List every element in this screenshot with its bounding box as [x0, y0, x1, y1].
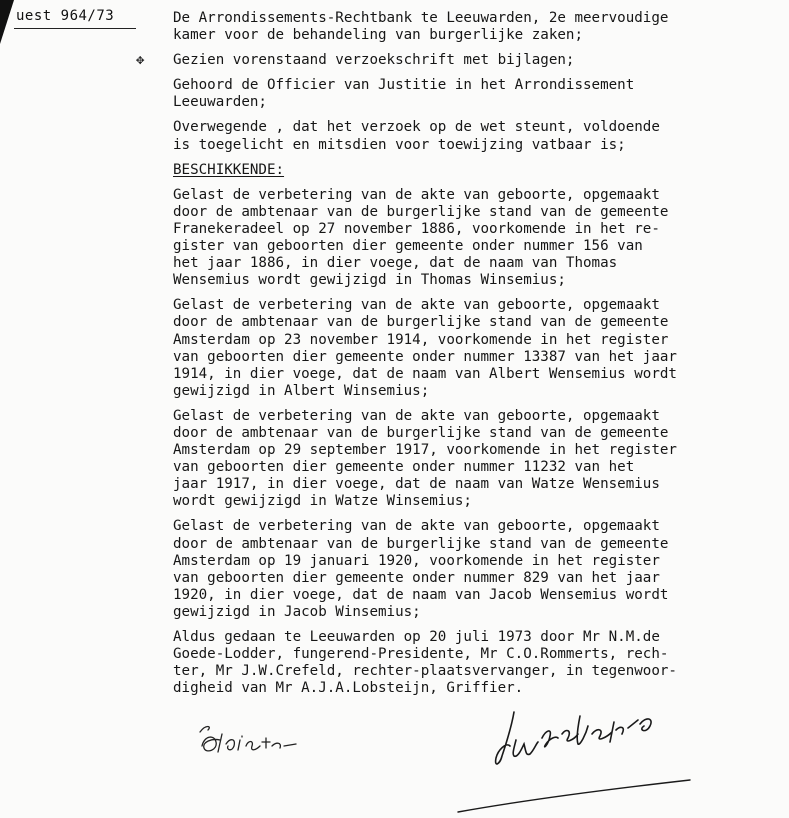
text-line: Gelast de verbetering van de akte van geboorte, opgemaakt — [173, 518, 660, 535]
paragraph-albert — [173, 297, 785, 400]
paragraph-aldus — [173, 629, 785, 697]
paragraph-gezien — [173, 52, 785, 69]
text-line: gewijzigd in Albert Winsemius; — [173, 382, 430, 399]
paragraph-beschikkende — [173, 162, 785, 179]
text-line: door de ambtenaar van de burgerlijke stand van de gemeente — [173, 203, 669, 220]
text-line: Overwegende , dat het verzoek op de wet steunt, voldoende — [173, 119, 660, 136]
text-line: digheid van Mr A.J.A.Lobsteijn, Griffier. — [173, 680, 524, 697]
text-line: jaar 1917, in dier voege, dat de naam van Watze Wensemius — [173, 476, 660, 493]
text-line: De Arrondissements-Rechtbank te Leeuwarden, 2e meervoudige — [173, 10, 669, 26]
text-line: ter, Mr J.W.Crefeld, rechter-plaatsvervanger, in tegenwoor- — [173, 663, 677, 680]
text-line: Amsterdam op 23 november 1914, voorkomende in het register — [173, 331, 669, 348]
text-line: Gelast de verbetering van de akte van geboorte, opgemaakt — [173, 186, 660, 203]
text-line: Gehoord de Officier van Justitie in het Arrondissement — [173, 77, 635, 94]
paragraph-jacob — [173, 518, 785, 621]
signature-left — [196, 716, 306, 766]
text-line: door de ambtenaar van de burgerlijke stand van de gemeente — [173, 424, 669, 441]
text-line: door de ambtenaar van de burgerlijke stand van de gemeente — [173, 535, 669, 552]
text-line: gewijzigd in Jacob Winsemius; — [173, 603, 421, 620]
paragraph-court — [173, 10, 785, 44]
text-line: het jaar 1886, in dier voege, dat de naam van Thomas — [173, 255, 618, 272]
text-line: kamer voor de behandeling van burgerlijke zaken; — [173, 27, 583, 44]
text-line: Goede-Lodder, fungerend-Presidente, Mr C.O.Rommerts, rech- — [173, 646, 669, 663]
text-line: van geboorten dier gemeente onder nummer 13387 van het jaar — [173, 348, 677, 365]
text-line: van geboorten dier gemeente onder nummer 829 van het jaar — [173, 569, 660, 586]
text-line: Franekeradeel op 27 november 1886, voorkomende in het re- — [173, 220, 660, 237]
case-reference: uest 964/73 — [16, 8, 115, 24]
signature-right — [454, 694, 694, 816]
text-line: van geboorten dier gemeente onder nummer 11232 van het — [173, 459, 635, 476]
paragraph-gehoord — [173, 77, 785, 111]
text-line: Gelast de verbetering van de akte van geboorte, opgemaakt — [173, 297, 660, 314]
text-line: 1920, in dier voege, dat de naam van Jacob Wensemius wordt — [173, 586, 669, 603]
text-line: Gezien vorenstaand verzoekschrift met bijlagen; — [173, 52, 575, 69]
paragraph-overwegende — [173, 119, 785, 153]
paragraph-thomas — [173, 187, 785, 290]
text-line: Leeuwarden; — [173, 94, 267, 111]
text-line: gister van geboorten dier gemeente onder nummer 156 van — [173, 238, 643, 255]
text-line: Aldus gedaan te Leeuwarden op 20 juli 1973 door Mr N.M.de — [173, 629, 660, 645]
text-line: is toegelicht en mitsdien voor toewijzing vatbaar is; — [173, 136, 626, 153]
section-heading: BESCHIKKENDE: — [173, 161, 285, 178]
text-line: Wensemius wordt gewijzigd in Thomas Winsemius; — [173, 272, 566, 289]
text-line: Amsterdam op 19 januari 1920, voorkomende in het register — [173, 552, 660, 569]
text-line: wordt gewijzigd in Watze Winsemius; — [173, 493, 472, 510]
paragraph-watze — [173, 408, 785, 511]
margin-mark-icon: ✥ — [136, 52, 145, 68]
case-reference-underline — [14, 28, 136, 29]
text-line: door de ambtenaar van de burgerlijke stand van de gemeente — [173, 314, 669, 331]
text-line: Amsterdam op 29 september 1917, voorkomende in het register — [173, 442, 677, 459]
page-corner-shadow — [0, 0, 14, 44]
decision-body — [173, 10, 785, 705]
text-line: Gelast de verbetering van de akte van geboorte, opgemaakt — [173, 407, 660, 424]
text-line: 1914, in dier voege, dat de naam van Albert Wensemius wordt — [173, 365, 677, 382]
